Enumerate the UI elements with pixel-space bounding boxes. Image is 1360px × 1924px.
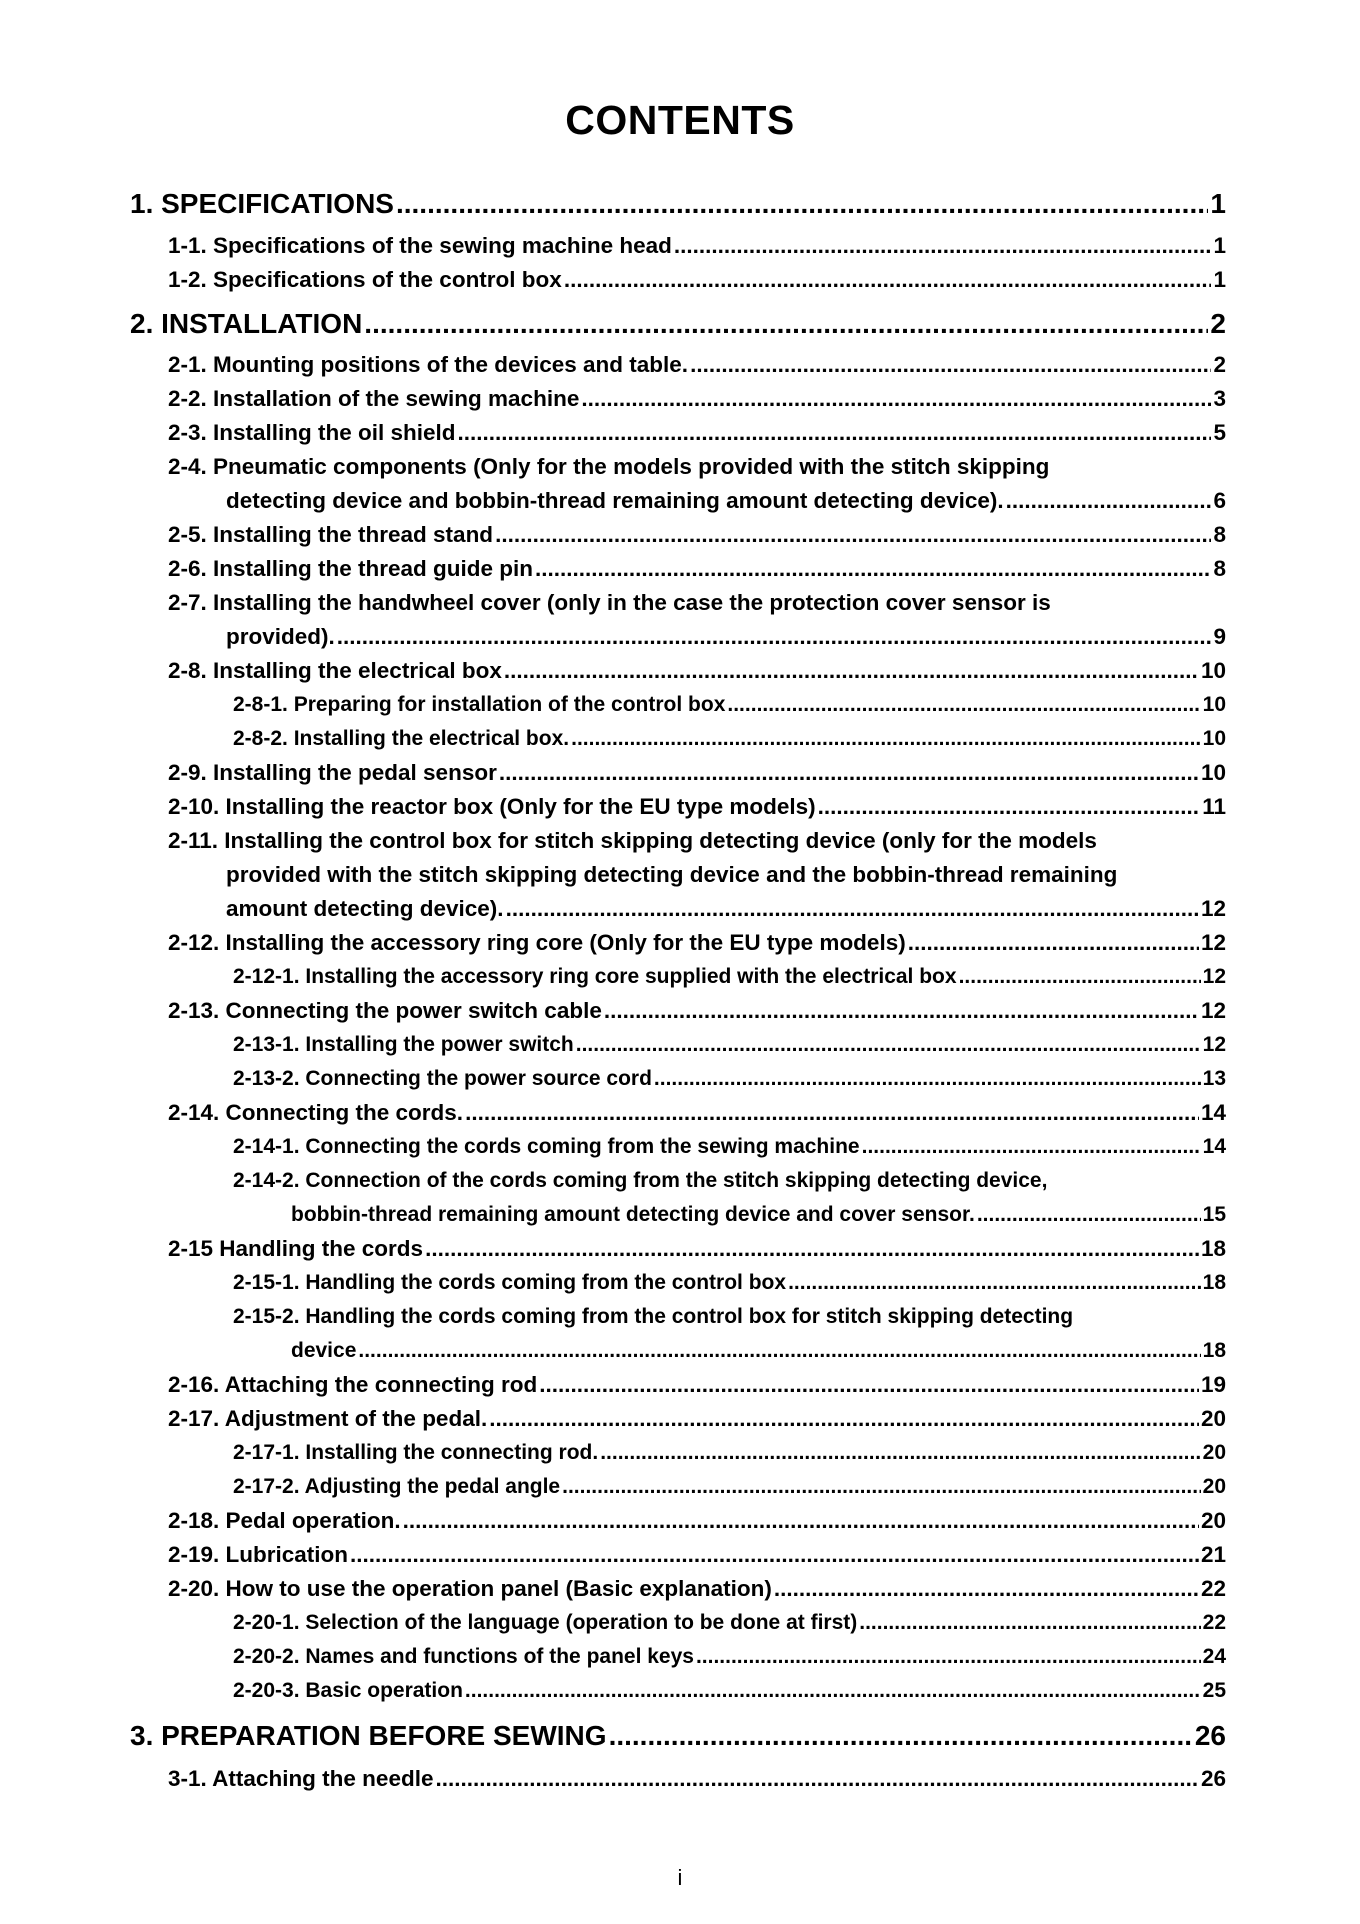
toc-page-number: 14 <box>1202 1135 1226 1158</box>
dot-leader <box>727 688 1200 722</box>
toc-entry-title: 2-2. Installation of the sewing machine <box>168 386 580 411</box>
toc-entry-title: 2-20-1. Selection of the language (operation to be done at first) <box>233 1611 858 1634</box>
toc-entry-title: 2-20-3. Basic operation <box>233 1679 463 1702</box>
toc-entry-title: 2-17-1. Installing the connecting rod. <box>233 1441 599 1464</box>
toc-entry-title: 2-14-2. Connection of the cords coming from the stitch skipping detecting device, <box>233 1169 1048 1192</box>
dot-leader <box>862 1130 1201 1164</box>
toc-section <box>168 994 1226 1028</box>
dot-leader <box>696 1640 1201 1674</box>
toc-entry-title: amount detecting device). <box>226 896 504 921</box>
toc-page-number: 20 <box>1200 1406 1226 1431</box>
toc-subsection <box>233 1130 1226 1164</box>
toc-section <box>168 1096 1226 1130</box>
toc-entry-title: 2-14-1. Connecting the cords coming from the sewing machine <box>233 1135 860 1158</box>
toc-section <box>168 229 1226 263</box>
toc-chapter <box>130 186 1226 222</box>
dot-leader <box>654 1062 1201 1096</box>
dot-leader <box>908 926 1199 960</box>
toc-section <box>168 348 1226 382</box>
dot-leader <box>581 382 1211 416</box>
dot-leader <box>562 1470 1201 1504</box>
toc-section <box>168 382 1226 416</box>
toc-subsection <box>233 1606 1226 1640</box>
toc-section <box>168 824 1226 926</box>
toc-entry-title: provided). <box>226 624 335 649</box>
toc-section <box>168 586 1226 654</box>
toc-page-number: 12 <box>1200 998 1226 1023</box>
toc-page-number: 9 <box>1213 624 1226 649</box>
toc-subsection <box>233 1028 1226 1062</box>
dot-leader <box>564 263 1212 297</box>
toc-entry-title: 2-8-1. Preparing for installation of the control box <box>233 693 726 716</box>
dot-leader <box>350 1538 1199 1572</box>
dot-leader <box>788 1266 1201 1300</box>
toc-page-number: 15 <box>1202 1203 1226 1226</box>
dot-leader <box>504 654 1199 688</box>
toc-chapter <box>130 1718 1226 1754</box>
dot-leader <box>435 1762 1199 1796</box>
toc-page-number: 24 <box>1202 1645 1226 1668</box>
toc-page-number: 19 <box>1200 1372 1226 1397</box>
toc-entry-title: 2-14. Connecting the cords. <box>168 1100 464 1125</box>
toc-entry-title: 1. SPECIFICATIONS <box>130 188 394 219</box>
toc-page-number: 12 <box>1202 965 1226 988</box>
toc-page-number: 2 <box>1213 352 1226 377</box>
toc-entry-title: 2-15-2. Handling the cords coming from the control box for stitch skipping detecting <box>233 1305 1074 1328</box>
toc-page-number: 12 <box>1202 1033 1226 1056</box>
toc-section <box>168 926 1226 960</box>
toc-subsection <box>233 688 1226 722</box>
toc-subsection <box>233 1300 1226 1368</box>
dot-leader <box>337 620 1212 654</box>
toc-entry-title: 2-8. Installing the electrical box <box>168 658 502 683</box>
dot-leader <box>959 960 1201 994</box>
toc-page-number: 26 <box>1200 1766 1226 1791</box>
toc-entry-title: 2-16. Attaching the connecting rod <box>168 1372 538 1397</box>
toc-page-number: 20 <box>1202 1441 1226 1464</box>
toc-section <box>168 1368 1226 1402</box>
toc-page-number: 22 <box>1202 1611 1226 1634</box>
toc-page-number: 12 <box>1200 930 1226 955</box>
toc-subsection <box>233 1164 1226 1232</box>
page-number: i <box>677 1865 683 1890</box>
toc-page-number: 2 <box>1210 308 1226 339</box>
toc-page-number: 10 <box>1202 693 1226 716</box>
toc-entry-title: 2-8-2. Installing the electrical box. <box>233 727 570 750</box>
toc-entry-title: 2-13-2. Connecting the power source cord <box>233 1067 652 1090</box>
dot-leader <box>465 1096 1199 1130</box>
toc-entry-title: 3-1. Attaching the needle <box>168 1766 434 1791</box>
toc-subsection <box>233 1436 1226 1470</box>
toc-page-number: 1 <box>1210 188 1226 219</box>
dot-leader <box>859 1606 1200 1640</box>
dot-leader <box>576 1028 1201 1062</box>
toc-entry-title: 1-2. Specifications of the control box <box>168 267 562 292</box>
toc-subsection <box>233 1470 1226 1504</box>
toc-chapter <box>130 306 1226 342</box>
toc-section <box>168 1402 1226 1436</box>
toc-entry-title: detecting device and bobbin-thread remaining amount detecting device). <box>226 488 1004 513</box>
toc-section <box>168 1504 1226 1538</box>
dot-leader <box>425 1232 1199 1266</box>
toc-page-number: 21 <box>1200 1542 1226 1567</box>
toc-entry-title: 2-3. Installing the oil shield <box>168 420 456 445</box>
toc-section <box>168 1538 1226 1572</box>
toc-entry-title: 2-11. Installing the control box for stitch skipping detecting device (only for the models <box>168 828 1097 853</box>
toc-section <box>168 416 1226 450</box>
toc-page-number: 25 <box>1202 1679 1226 1702</box>
toc-entry-title: 2-15 Handling the cords <box>168 1236 424 1261</box>
toc-section <box>168 1232 1226 1266</box>
toc-entry-title: 2-9. Installing the pedal sensor <box>168 760 497 785</box>
dot-leader <box>535 552 1211 586</box>
toc-page-number: 18 <box>1202 1339 1226 1362</box>
toc-section <box>168 756 1226 790</box>
toc-entry-title: device <box>291 1339 357 1362</box>
toc-entry-title: 2-10. Installing the reactor box (Only for the EU type models) <box>168 794 816 819</box>
dot-leader <box>364 306 1208 342</box>
toc-entry-title: 2-15-1. Handling the cords coming from the control box <box>233 1271 787 1294</box>
toc-page-number: 18 <box>1202 1271 1226 1294</box>
dot-leader <box>506 892 1199 926</box>
toc-subsection <box>233 1674 1226 1708</box>
dot-leader <box>571 722 1201 756</box>
dot-leader <box>499 756 1199 790</box>
toc-page-number: 6 <box>1213 488 1226 513</box>
toc-entry-title: 2-12. Installing the accessory ring core (Only for the EU type models) <box>168 930 906 955</box>
toc-section <box>168 654 1226 688</box>
dot-leader <box>539 1368 1199 1402</box>
dot-leader <box>977 1198 1201 1232</box>
toc-section <box>168 552 1226 586</box>
dot-leader <box>690 348 1211 382</box>
dot-leader <box>600 1436 1200 1470</box>
dot-leader <box>458 416 1212 450</box>
page-title: CONTENTS <box>565 97 795 143</box>
dot-leader <box>604 994 1199 1028</box>
toc-page-number: 11 <box>1202 794 1226 819</box>
toc-subsection <box>233 1640 1226 1674</box>
toc-page-number: 14 <box>1200 1100 1226 1125</box>
dot-leader <box>609 1718 1193 1754</box>
toc-entry-title: 2-6. Installing the thread guide pin <box>168 556 534 581</box>
toc-entry-title: 2-12-1. Installing the accessory ring core supplied with the electrical box <box>233 965 957 988</box>
toc-page-number: 26 <box>1194 1720 1226 1751</box>
toc-entry-title: 2-17-2. Adjusting the pedal angle <box>233 1475 561 1498</box>
toc-entry-title: 1-1. Specifications of the sewing machine head <box>168 233 672 258</box>
dot-leader <box>358 1334 1200 1368</box>
toc-section <box>168 263 1226 297</box>
toc-page-number: 20 <box>1202 1475 1226 1498</box>
toc-page-number: 3 <box>1213 386 1226 411</box>
toc-entry-title: 2-1. Mounting positions of the devices and table. <box>168 352 689 377</box>
toc-page-number: 20 <box>1200 1508 1226 1533</box>
dot-leader <box>818 790 1201 824</box>
dot-leader <box>396 186 1208 222</box>
dot-leader <box>1006 484 1212 518</box>
toc-entry-title: bobbin-thread remaining amount detecting device and cover sensor. <box>291 1203 975 1226</box>
dot-leader <box>495 518 1211 552</box>
toc-section <box>168 450 1226 518</box>
toc-entry-title: 2-20. How to use the operation panel (Basic explanation) <box>168 1576 772 1601</box>
toc-page-number: 10 <box>1200 760 1226 785</box>
toc-entry-title: 2-13-1. Installing the power switch <box>233 1033 574 1056</box>
toc-section <box>168 790 1226 824</box>
toc-entry-title: 2-7. Installing the handwheel cover (only in the case the protection cover sensor is <box>168 590 1051 615</box>
toc-entry-title: provided with the stitch skipping detecting device and the bobbin-thread remaining <box>226 862 1118 887</box>
toc-entry-title: 2-4. Pneumatic components (Only for the models provided with the stitch skipping <box>168 454 1050 479</box>
toc-page-number: 10 <box>1202 727 1226 750</box>
dot-leader <box>674 229 1212 263</box>
toc-page-number: 13 <box>1202 1067 1226 1090</box>
toc-subsection <box>233 1062 1226 1096</box>
toc-entry-title: 2-19. Lubrication <box>168 1542 349 1567</box>
toc-page-number: 5 <box>1213 420 1226 445</box>
toc-entry-title: 2-20-2. Names and functions of the panel keys <box>233 1645 694 1668</box>
toc-subsection <box>233 1266 1226 1300</box>
toc-page-number: 12 <box>1200 896 1226 921</box>
toc-section <box>168 1572 1226 1606</box>
toc-page-number: 1 <box>1213 233 1226 258</box>
toc-subsection <box>233 960 1226 994</box>
toc-entry-title: 2. INSTALLATION <box>130 308 363 339</box>
dot-leader <box>403 1504 1199 1538</box>
toc-page-number: 8 <box>1213 556 1226 581</box>
toc-entry-title: 2-13. Connecting the power switch cable <box>168 998 602 1023</box>
dot-leader <box>774 1572 1199 1606</box>
toc-section <box>168 518 1226 552</box>
toc-section <box>168 1762 1226 1796</box>
toc-entry-title: 2-17. Adjustment of the pedal. <box>168 1406 488 1431</box>
dot-leader <box>489 1402 1199 1436</box>
toc-page-number: 18 <box>1200 1236 1226 1261</box>
toc-subsection <box>233 722 1226 756</box>
toc-entry-title: 2-18. Pedal operation. <box>168 1508 401 1533</box>
toc-page-number: 10 <box>1200 658 1226 683</box>
toc-entry-title: 3. PREPARATION BEFORE SEWING <box>130 1720 607 1751</box>
toc-page-number: 1 <box>1213 267 1226 292</box>
toc-page-number: 8 <box>1213 522 1226 547</box>
toc-page-number: 22 <box>1200 1576 1226 1601</box>
dot-leader <box>465 1674 1201 1708</box>
toc-entry-title: 2-5. Installing the thread stand <box>168 522 494 547</box>
